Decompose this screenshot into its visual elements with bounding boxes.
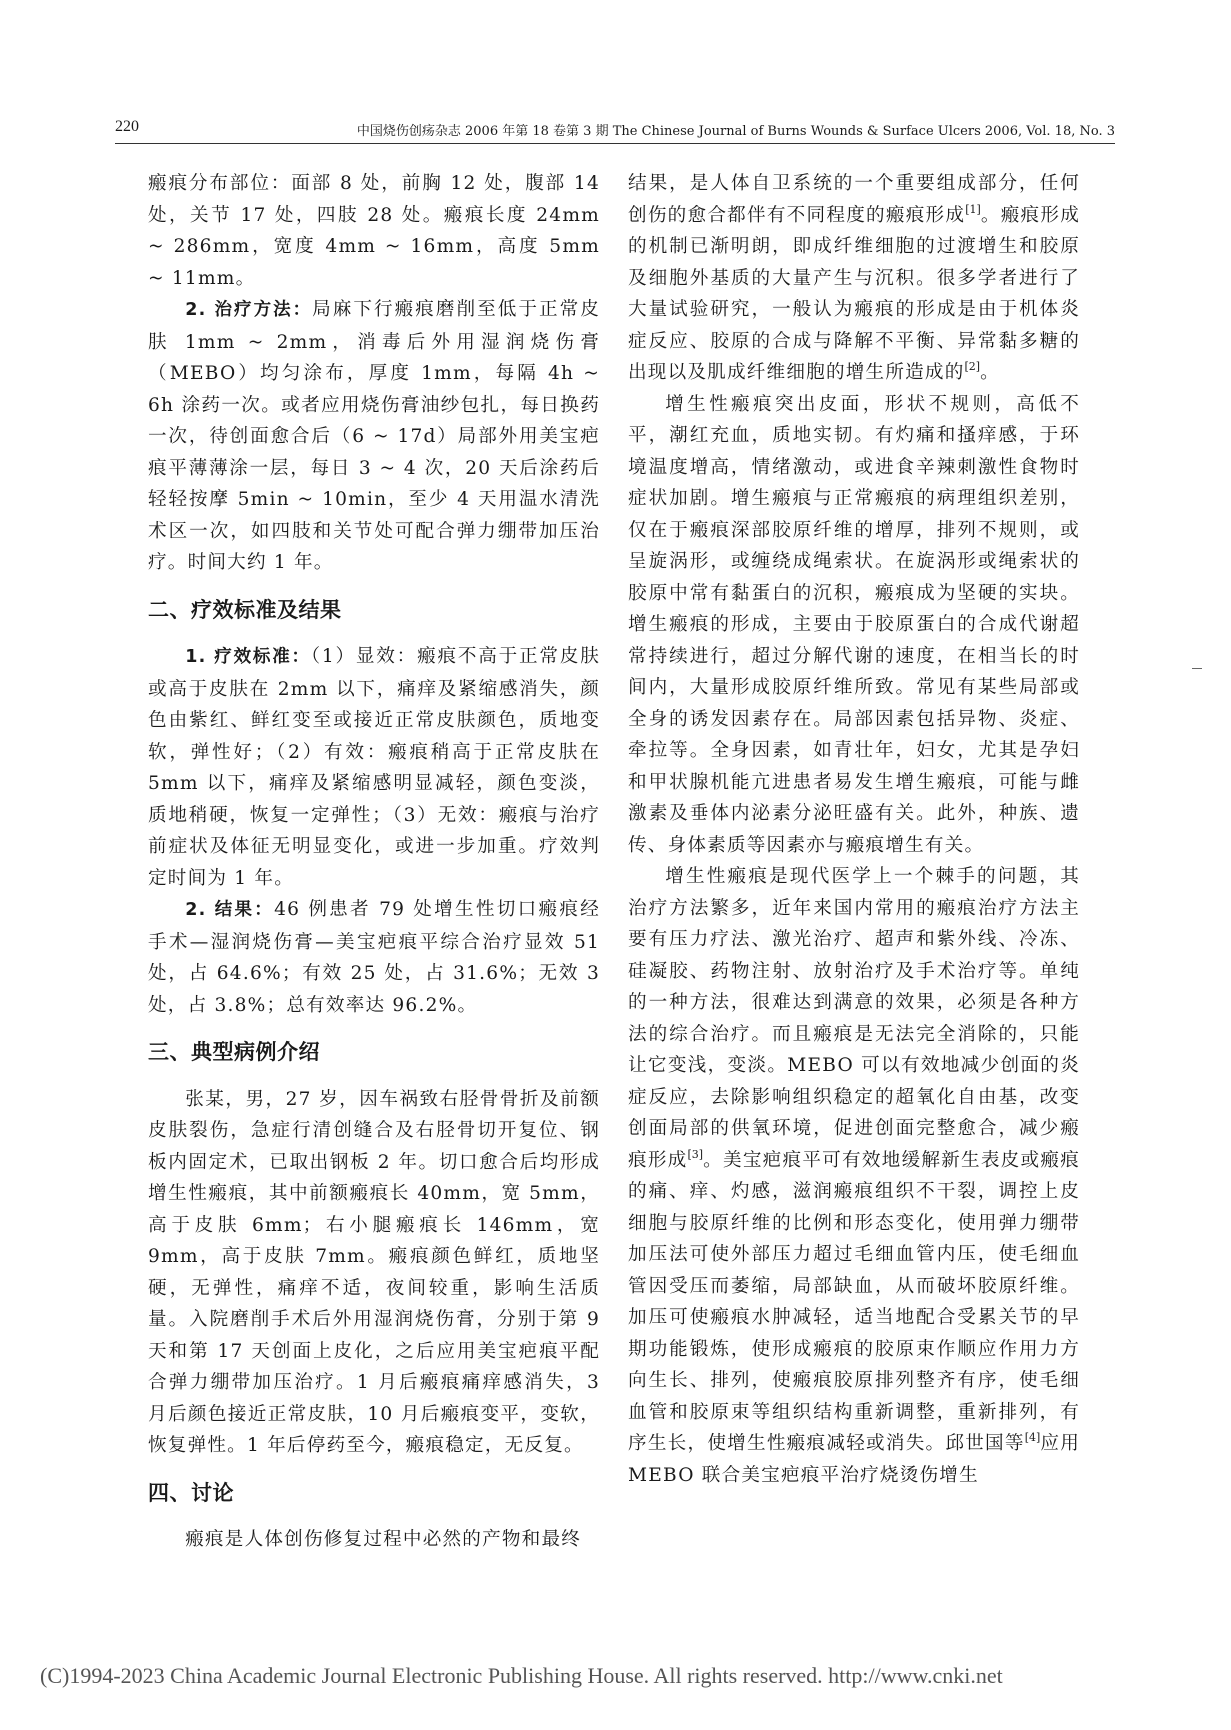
margin-mark: [1192, 668, 1202, 669]
paragraph-results: [148, 894, 600, 1021]
citation-ref-2: [2]: [964, 360, 981, 373]
paragraph-scar-distribution: 瘢痕分布部位：面部 8 处，前胸 12 处，腹部 14 处，关节 17 处，四肢 28 处。瘢痕长度 24mm ~ 286mm，宽度 4mm ~ 16mm，高度 5mm ~ 11mm。: [148, 173, 600, 289]
paragraph-treatment-discussion: [628, 861, 1080, 1491]
text-run: 结果，是人体自卫系统的一个重要组成部分，任何创伤的愈合都伴有不同程度的瘢痕形成: [628, 173, 1080, 226]
citation-ref-3: [3]: [687, 1147, 704, 1161]
paragraph-discussion-start: 瘢痕是人体创伤修复过程中必然的产物和最终: [185, 1529, 582, 1550]
efficacy-criteria-text: （1）显效：瘢痕不高于正常皮肤或高于皮肤在 2mm 以下，痛痒及紧缩感消失，颜色由紫红、鲜红变至或接近正常皮肤颜色，质地变软，弹性好；（2）有效：瘢痕稍高于正常皮肤在 5mm 以下，痛痒及紧缩感明显减轻，颜色变淡，质地稍硬，恢复一定弹性；（3）无效：瘢痕与治疗前症状及体征无明显变化，或进一步加重。疗效判定时间为 1 年。: [148, 646, 600, 889]
results-label: 2. 结果：: [185, 900, 275, 920]
text-run: 。瘢痕形成的机制已渐明朗，即成纤维细胞的过渡增生和胶原及细胞外基质的大量产生与沉积。很多学者进行了大量试验研究，一般认为瘢痕的形成是由于机体炎症反应、胶原的合成与降解不平衡、异常黏多糖的出现以及肌成纤维细胞的增生所造成的: [628, 204, 1080, 383]
text-run: 。: [980, 362, 1000, 383]
left-column: [148, 168, 600, 1556]
paragraph-efficacy-criteria: [148, 641, 600, 894]
section-heading-efficacy: 二、疗效标准及结果: [148, 597, 342, 622]
text-run: 应用 MEBO 联合美宝疤痕平治疗烧烫伤增生: [628, 1433, 1080, 1486]
treatment-method-text: 局麻下行瘢痕磨削至低于正常皮肤 1mm ~ 2mm，消毒后外用湿润烧伤膏（MEBO）均匀涂布，厚度 1mm，每隔 4h ~ 6h 涂药一次。或者应用烧伤膏油纱包扎，每日换药一次，待创面愈合后（6 ~ 17d）局部外用美宝疤痕平薄薄涂一层，每日 3 ~ 4 次，20 天后涂药后轻轻按摩 5min ~ 10min，至少 4 天用温水清洗术区一次，如四肢和关节处可配合弹力绷带加压治疗。时间大约 1 年。: [148, 299, 600, 573]
paragraph-treatment-method: [148, 294, 600, 579]
text-run: 增生性瘢痕是现代医学上一个棘手的问题，其治疗方法繁多，近年来国内常用的瘢痕治疗方法主要有压力疗法、激光治疗、超声和紫外线、冷冻、硅凝胶、药物注射、放射治疗及手术治疗等。单纯的一种方法，很难达到满意的效果，必须是各种方法的综合治疗。而且瘢痕是无法完全消除的，只能让它变浅，变淡。MEBO 可以有效地减少创面的炎症反应，去除影响组织稳定的超氧化自由基，改变创面局部的供氧环境，促进创面完整愈合，减少瘢痕形成: [628, 866, 1080, 1171]
section-heading-case: 三、典型病例介绍: [148, 1040, 320, 1064]
paragraph-hypertrophic-scar: 增生性瘢痕突出皮面，形状不规则，高低不平，潮红充血，质地实韧。有灼痛和搔痒感，于环境温度增高，情绪激动，或进食辛辣刺激性食物时症状加剧。增生瘢痕与正常瘢痕的病理组织差别，仅在于瘢痕深部胶原纤维的增厚，排列不规则，或呈旋涡形，或缠绕成绳索状。在旋涡形或绳索状的胶原中常有黏蛋白的沉积，瘢痕成为坚硬的实块。增生瘢痕的形成，主要由于胶原蛋白的合成代谢超常持续进行，超过分解代谢的速度，在相当长的时间内，大量形成胶原纤维所致。常见有某些局部或全身的诱发因素存在。局部因素包括异物、炎症、牵拉等。全身因素，如青壮年，妇女，尤其是孕妇和甲状腺机能亢进患者易发生增生瘢痕，可能与雌激素及垂体内泌素分泌旺盛有关。此外，种族、遗传、身体素质等因素亦与瘢痕增生有关。: [628, 393, 1080, 856]
citation-ref-4: [4]: [1024, 1431, 1041, 1444]
results-text: 46 例患者 79 处增生性切口瘢痕经手术—湿润烧伤膏—美宝疤痕平综合治疗显效 51 处，占 64.6%；有效 25 处，占 31.6%；无效 3 处，占 3.8%；总有效率达 96.2%。: [148, 899, 600, 1016]
paragraph-case-report: 张某，男，27 岁，因车祸致右胫骨骨折及前额皮肤裂伤，急症行清创缝合及右胫骨切开复位、钢板内固定术，已取出钢板 2 年。切口愈合后均形成增生性瘢痕，其中前额瘢痕长 40mm，宽 5mm，高于皮肤 6mm；右小腿瘢痕长 146mm，宽 9mm，高于皮肤 7mm。瘢痕颜色鲜红，质地坚硬，无弹性，痛痒不适，夜间较重，影响生活质量。入院磨削手术后外用湿润烧伤膏，分别于第 9 天和第 17 天创面上皮化，之后应用美宝疤痕平配合弹力绷带加压治疗。1 月后瘢痕痛痒感消失，3 月后颜色接近正常皮肤，10 月后瘢痕变平，变软，恢复弹性。1 年后停药至今，瘢痕稳定，无反复。: [148, 1088, 600, 1456]
header-rule: [115, 143, 1115, 144]
efficacy-criteria-label: 1. 疗效标准：: [185, 647, 311, 667]
copyright-footer: (C)1994-2023 China Academic Journal Electronic Publishing House. All rights reserved. http://www.cnki.net: [40, 1663, 1003, 1688]
section-heading-discussion: 四、讨论: [148, 1480, 234, 1505]
right-column: [628, 168, 1080, 1491]
page-number: 220: [115, 118, 139, 135]
journal-citation: 中国烧伤创疡杂志 2006 年第 18 卷第 3 期 The Chinese Journal of Burns Wounds & Surface Ulcers 2006, Vol. 18, No. 3: [356, 124, 1115, 139]
citation-ref-1: [1]: [965, 202, 981, 216]
paragraph-discussion-continued: [628, 168, 1080, 389]
text-run: 。美宝疤痕平可有效地缓解新生表皮或瘢痕的痛、痒、灼感，滋润瘢痕组织不干裂，调控上皮细胞与胶原纤维的比例和形态变化，使用弹力绷带加压法可使外部压力超过毛细血管内压，使毛细血管因受压而萎缩，局部缺血，从而破坏胶原纤维。加压可使瘢痕水肿减轻，适当地配合受累关节的早期功能锻炼，使形成瘢痕的胶原束作顺应作用力方向生长、排列，使瘢痕胶原排列整齐有序，使毛细血管和胶原束等组织结构重新调整，重新排列，有序生长，使增生性瘢痕减轻或消失。邱世国等: [628, 1149, 1080, 1454]
running-header: [115, 118, 1115, 142]
treatment-method-label: 2. 治疗方法：: [185, 300, 313, 320]
